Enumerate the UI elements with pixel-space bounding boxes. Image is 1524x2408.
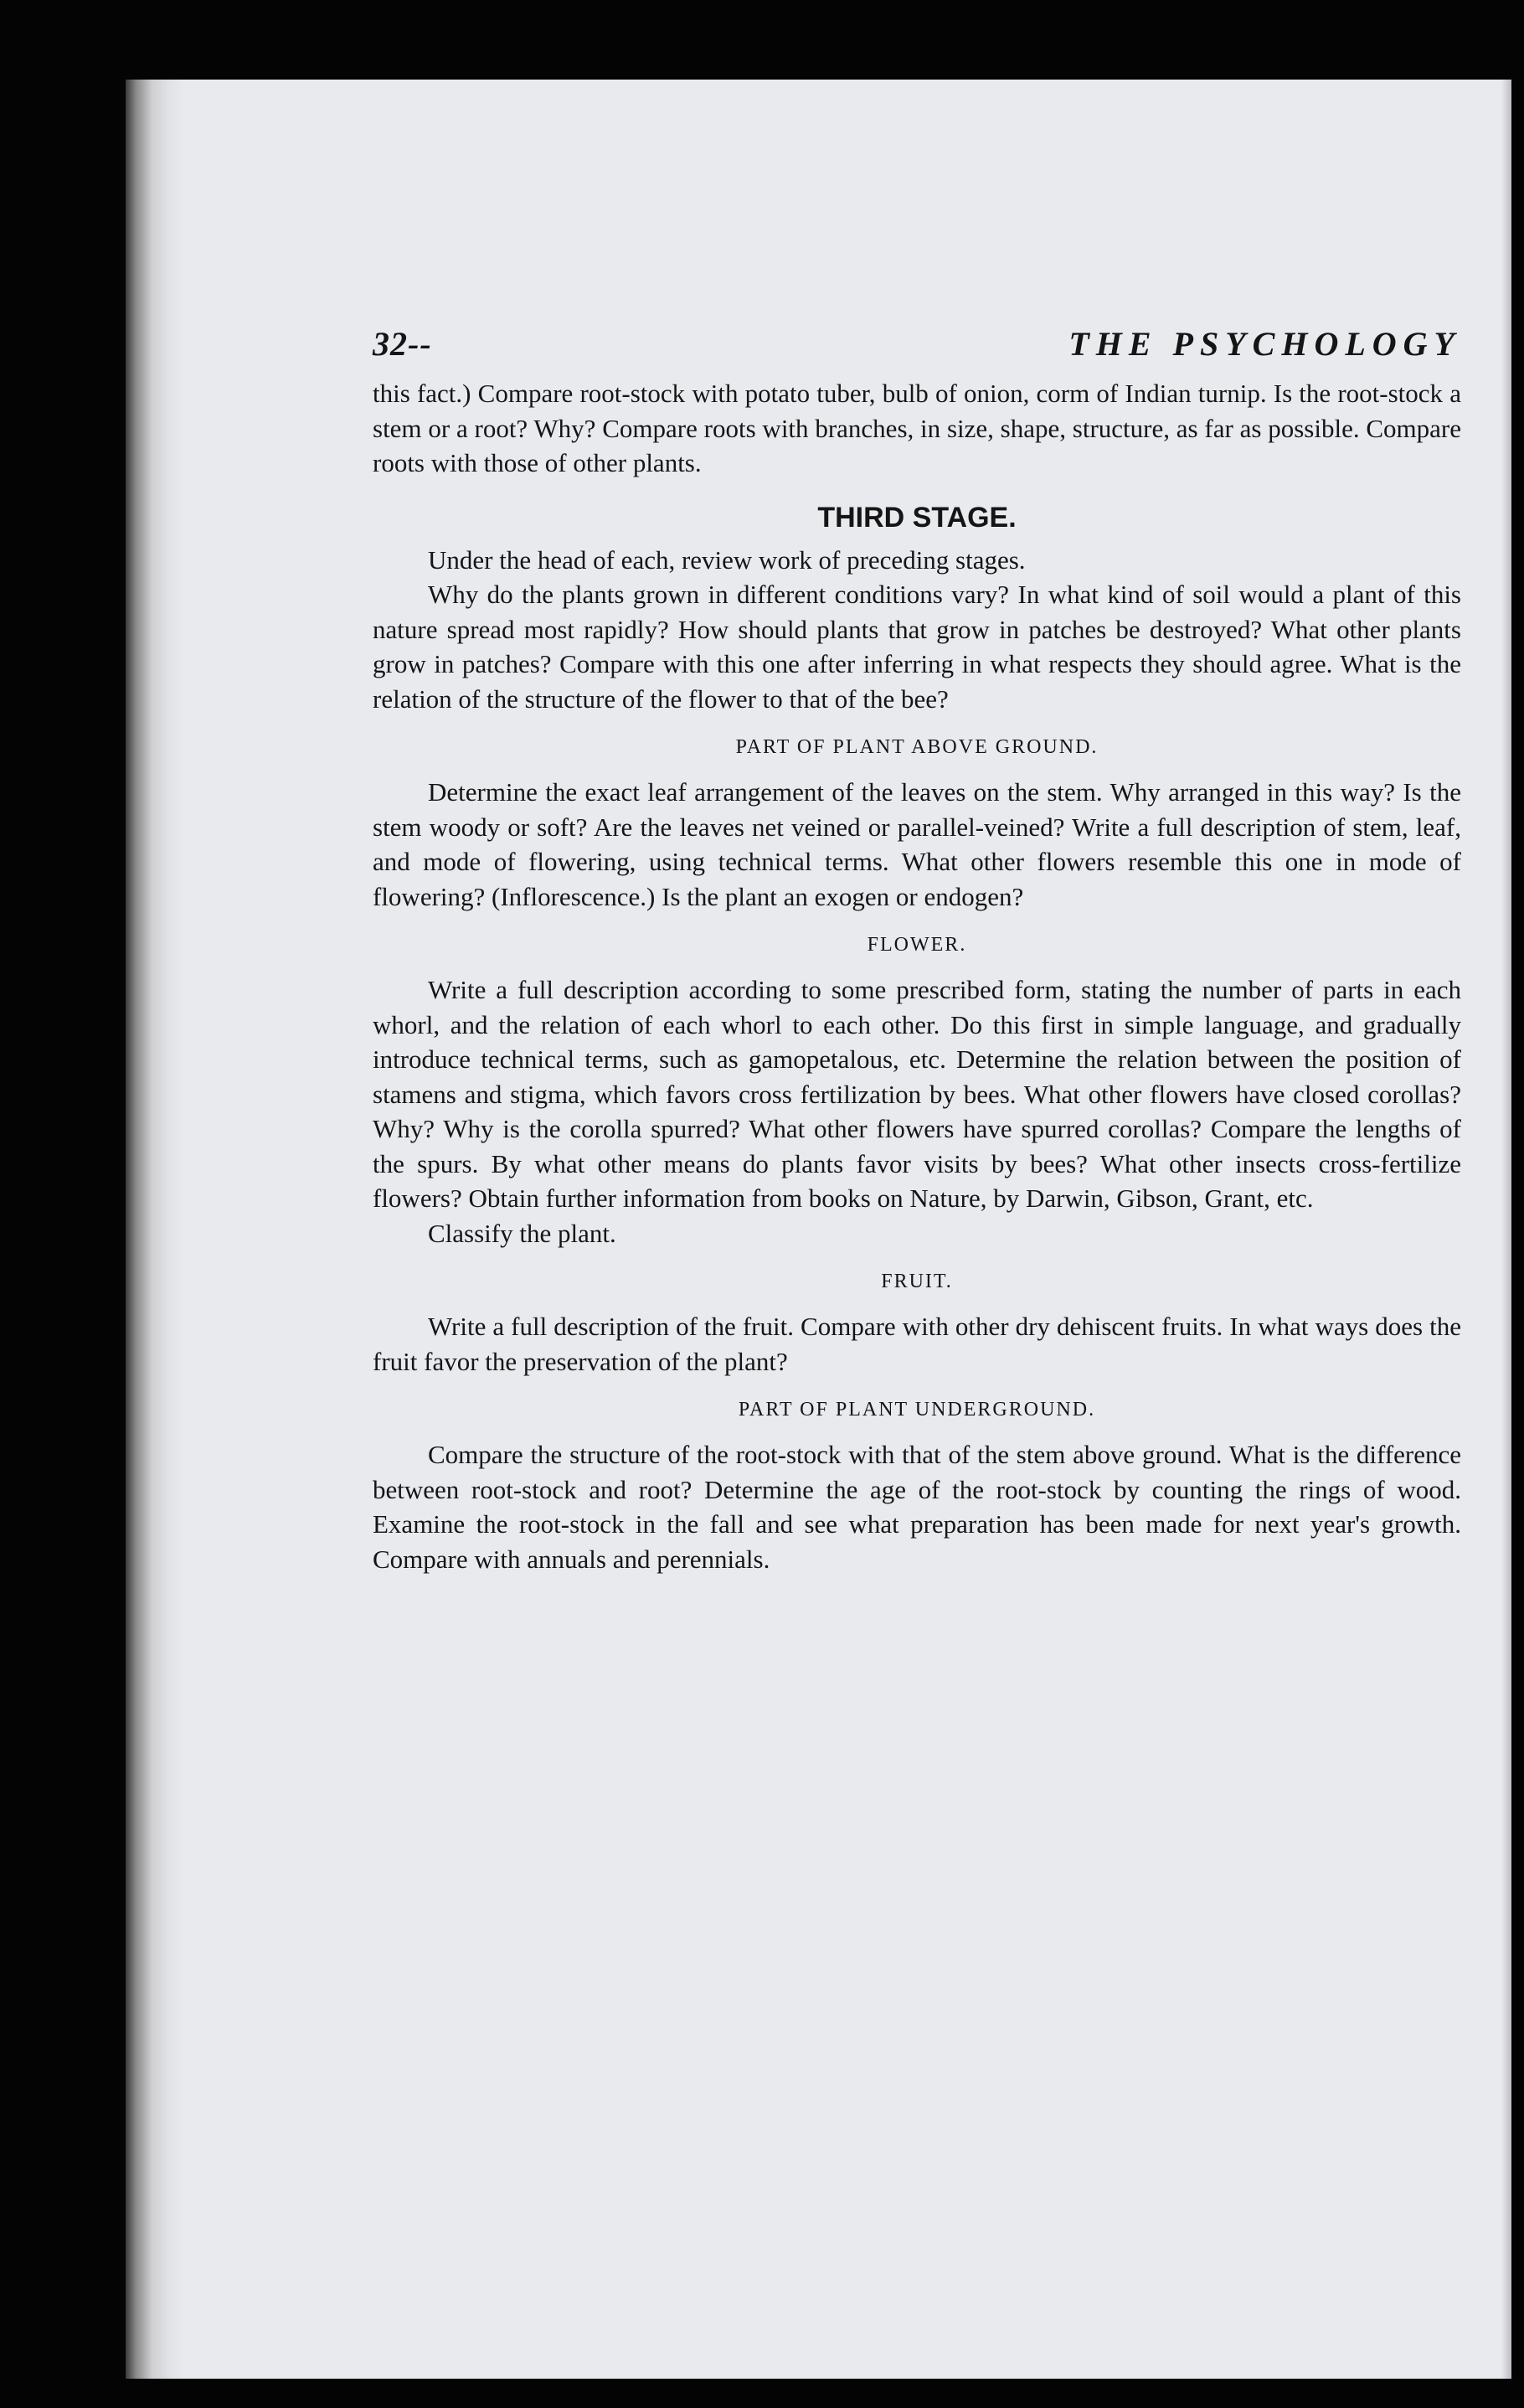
page-header-title: THE PSYCHOLOGY bbox=[1068, 325, 1461, 363]
underground-heading: PART OF PLANT UNDERGROUND. bbox=[738, 1399, 1096, 1421]
flower-heading: FLOWER. bbox=[867, 934, 967, 956]
flower-paragraph: Write a full description according to some prescribed form, stating the number of parts in each whorl, and the relation of each whorl to each other. Do this first in simple language, and gradually introduce technical terms, such as gamopetalous, etc. Determine the relation between the position of stamens and stigma, which favors cross fertilization by bees. What other flowers have closed corollas? Why? Why is the corolla spurred? What other flowers have spurred corollas? Compare the lengths of the spurs. By what other means do plants favor visits by bees? What other insects cross-fertilize flowers? Obtain further information from books on Nature, by Darwin, Gibson, Grant, etc. bbox=[373, 975, 1461, 1213]
fruit-paragraph: Write a full description of the fruit. Compare with other dry dehiscent fruits. In what ways does the fruit favor the preservation of the plant? bbox=[373, 1312, 1461, 1376]
fruit-heading: FRUIT. bbox=[881, 1271, 953, 1292]
stage-paragraph-2: Why do the plants grown in different conditions vary? In what kind of soil would a plant of this nature spread most rapidly? How should plants that grow in patches be destroyed? What other plants grow in patches? Compare with this one after inferring in what respects they should agree. What is the relation of the structure of the flower to that of the bee? bbox=[373, 580, 1461, 714]
above-ground-paragraph: Determine the exact leaf arrangement of the leaves on the stem. Why arranged in this way? Is the stem woody or soft? Are the leaves net veined or parallel-veined? Write a full description of stem, leaf, and mode of flowering, using technical terms. What other flowers resemble this one in mode of flowering? (Inflorescence.) Is the plant an exogen or endogen? bbox=[373, 777, 1461, 911]
stage-heading: THIRD STAGE. bbox=[817, 501, 1017, 534]
page-binding-edge bbox=[126, 80, 184, 2379]
stage-paragraph-1: Under the head of each, review work of preceding stages. bbox=[428, 544, 1026, 575]
classify-paragraph: Classify the plant. bbox=[428, 1218, 616, 1248]
above-ground-heading: PART OF PLANT ABOVE GROUND. bbox=[735, 736, 1099, 758]
intro-paragraph: this fact.) Compare root-stock with potato tuber, bulb of onion, corm of Indian turnip. Is the root-stock a stem or a root? Why? Compare roots with branches, in size, shape, structure, as far as possible. Compare roots with those of other plants. bbox=[373, 379, 1461, 477]
underground-paragraph: Compare the structure of the root-stock with that of the stem above ground. What is the difference between root-stock and root? Determine the age of the root-stock by counting the rings of wood. Examine the root-stock in the fall and see what preparation has been made for next year's growth. Compare with annuals and perennials. bbox=[373, 1440, 1461, 1574]
page-number: 32-- bbox=[373, 325, 432, 363]
running-head bbox=[373, 322, 1461, 366]
page-right-edge bbox=[1501, 80, 1511, 2379]
text-block bbox=[373, 322, 1461, 1576]
book-page bbox=[126, 80, 1511, 2379]
